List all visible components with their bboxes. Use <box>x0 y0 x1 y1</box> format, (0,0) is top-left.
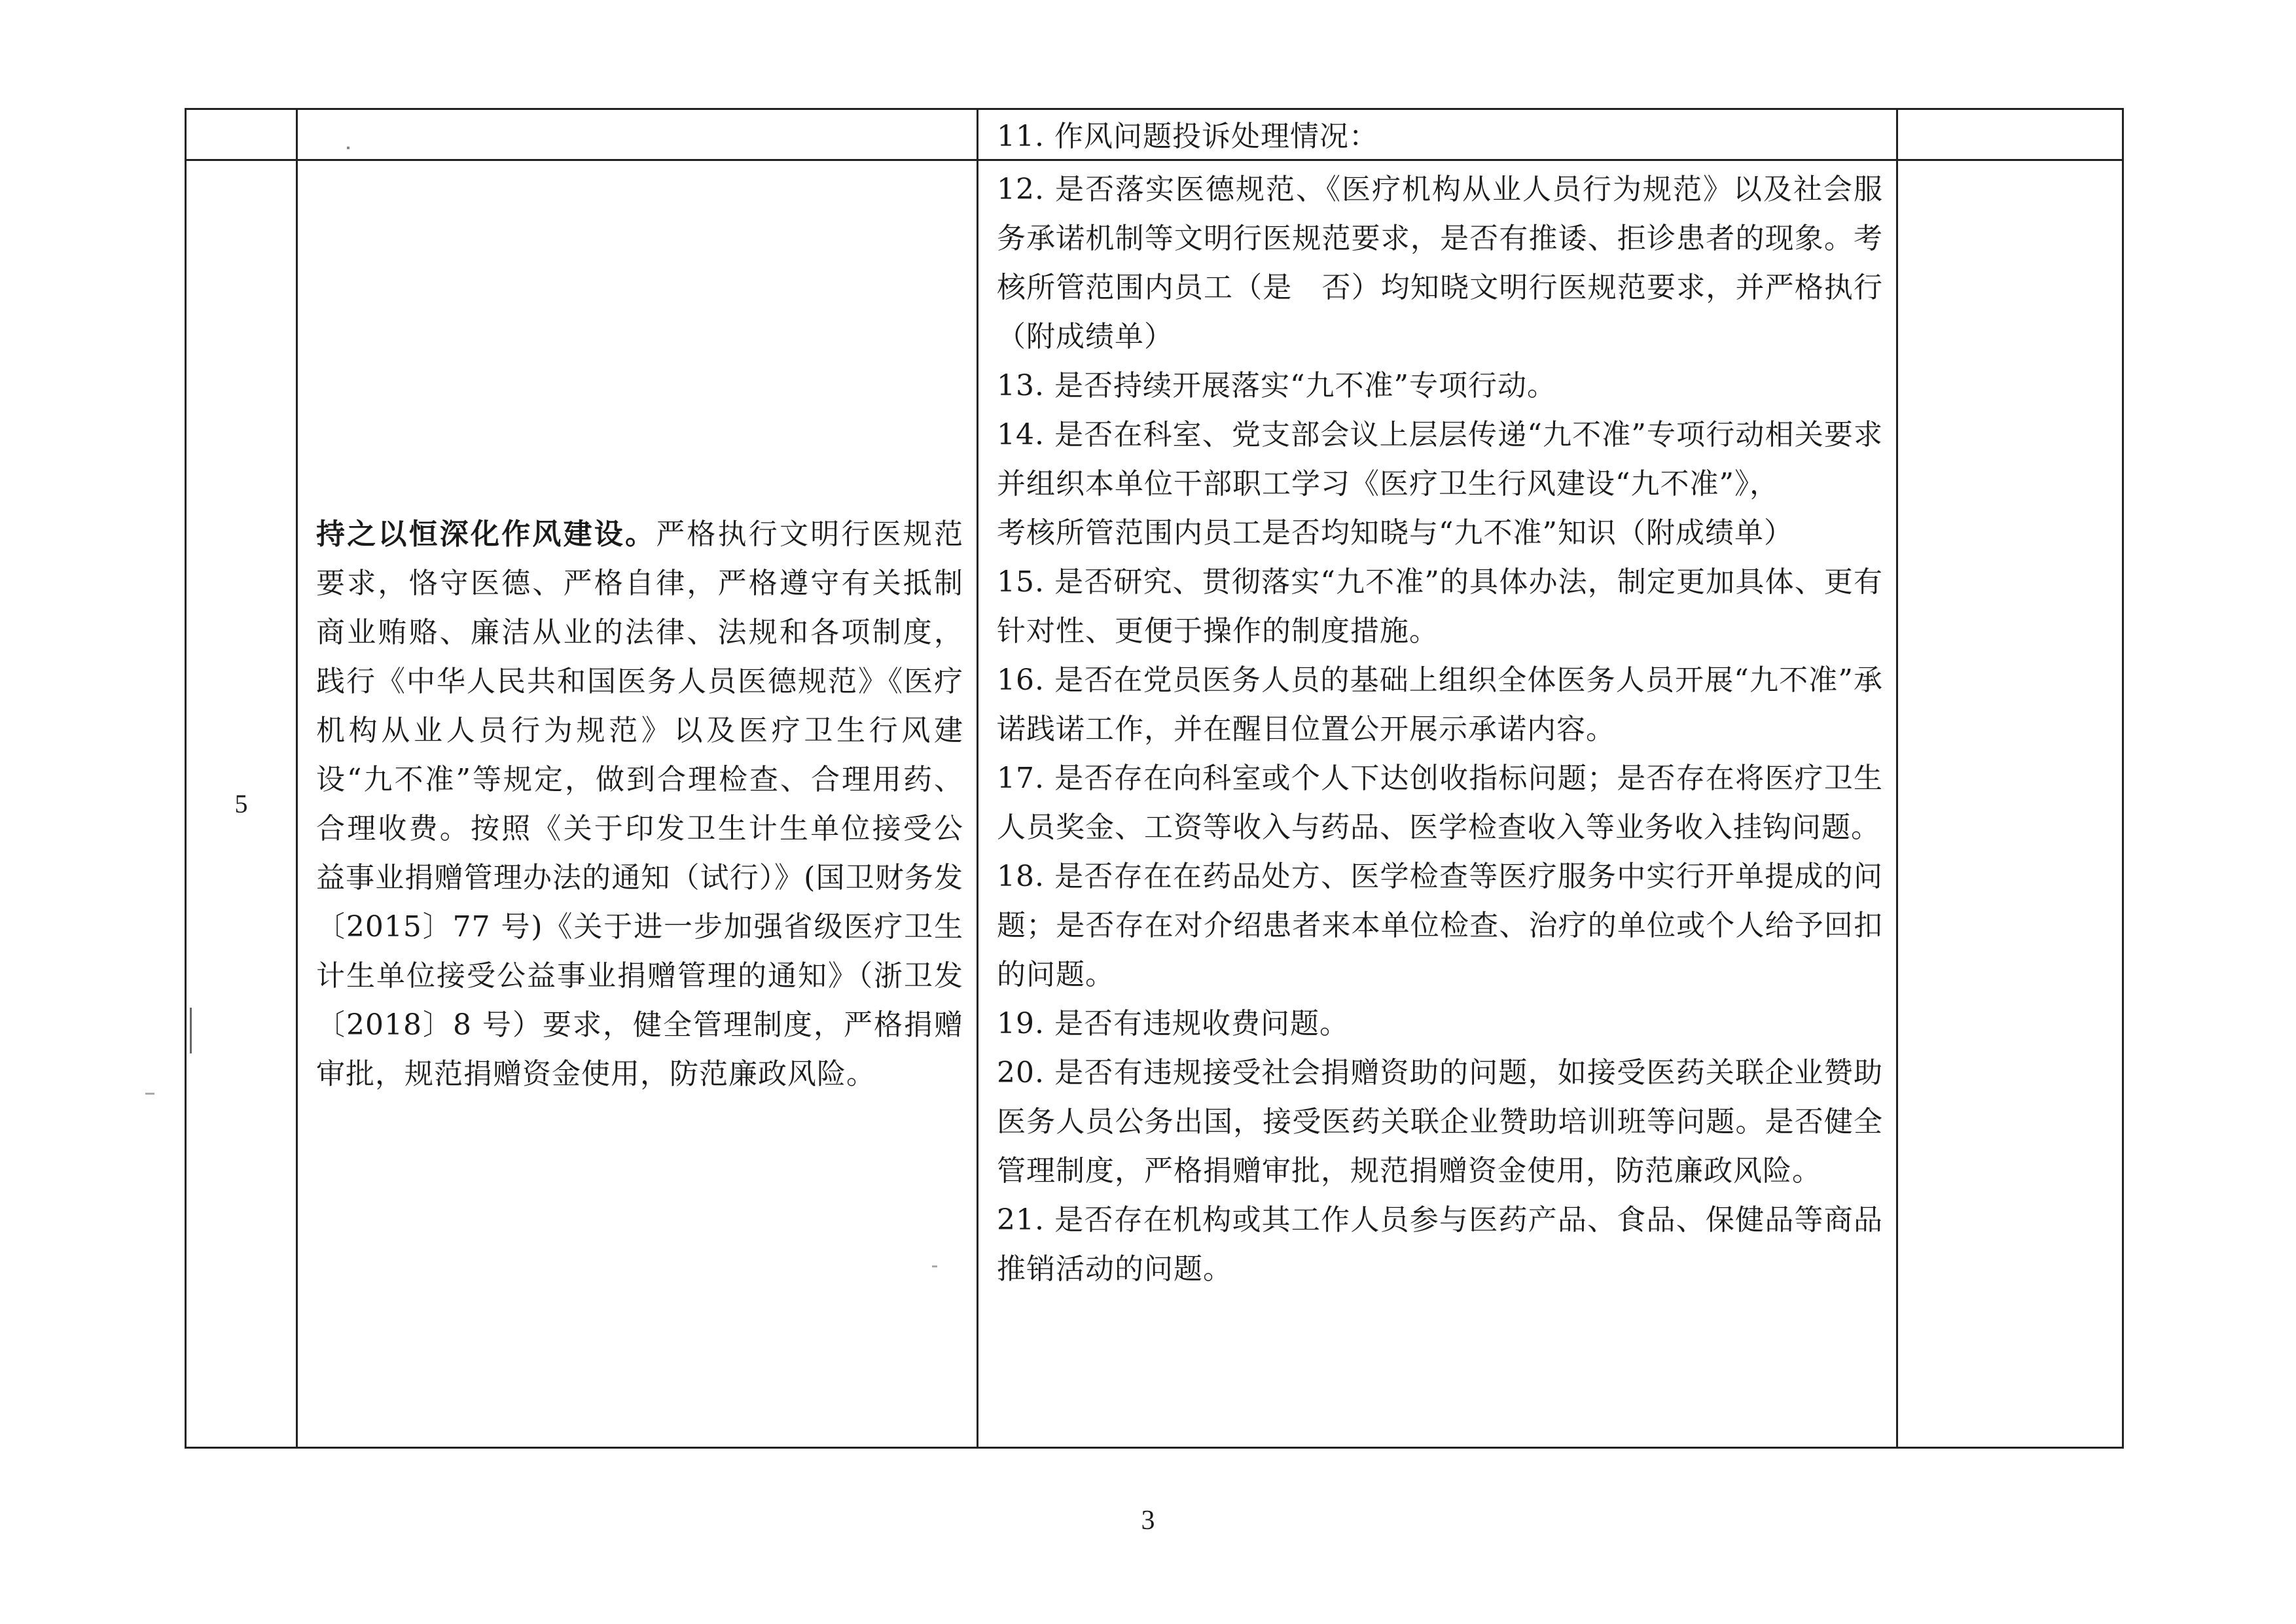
check-item: 14. 是否在科室、党支部会议上层层传递“九不准”专项行动相关要求并组织本单位干部职工学习《医疗卫生行风建设“九不准”》， <box>997 418 1883 501</box>
requirement-cell <box>297 109 978 160</box>
scan-speck <box>145 1093 154 1095</box>
check-item: 考核所管范围内员工是否均知晓与“九不准”知识（附成绩单） <box>997 516 1793 550</box>
inspection-table <box>185 108 2124 1449</box>
check-item: 12. 是否落实医德规范、《医疗机构从业人员行为规范》以及社会服务承诺机制等文明行医规范要求，是否有推诿、拒诊患者的现象。考核所管范围内员工（是 否）均知晓文明行医规范要求，并严格执行（附成绩单） <box>997 173 1883 353</box>
check-item: 16. 是否在党员医务人员的基础上组织全体医务人员开展“九不准”承诺践诺工作，并在醒目位置公开展示承诺内容。 <box>997 663 1883 746</box>
check-item: 13. 是否持续开展落实“九不准”专项行动。 <box>997 369 1556 402</box>
scan-speck <box>190 1008 192 1053</box>
check-items-cell <box>978 109 1897 160</box>
check-item: 21. 是否存在机构或其工作人员参与医药产品、食品、保健品等商品推销活动的问题。 <box>997 1203 1883 1286</box>
requirement-heading: 持之以恒深化作风建设。 <box>316 517 656 551</box>
check-items-list <box>978 161 1896 1294</box>
row-number-cell: 5 <box>186 160 297 1448</box>
check-item: 15. 是否研究、贯彻落实“九不准”的具体办法，制定更加具体、更有针对性、更便于操作的制度措施。 <box>997 565 1883 648</box>
table-row <box>186 160 2123 1448</box>
requirement-text <box>298 510 977 1099</box>
requirement-cell <box>297 160 978 1448</box>
table-row <box>186 109 2123 160</box>
check-item: 11. 作风问题投诉处理情况： <box>997 120 1378 153</box>
check-item: 18. 是否存在在药品处方、医学检查等医疗服务中实行开单提成的问题；是否存在对介绍患者来本单位检查、治疗的单位或个人给予回扣的问题。 <box>997 860 1883 991</box>
scan-speck <box>347 147 350 149</box>
check-item: 17. 是否存在向科室或个人下达创收指标问题；是否存在将医疗卫生人员奖金、工资等收入与药品、医学检查收入等业务收入挂钩问题。 <box>997 762 1883 844</box>
requirement-body: 严格执行文明行医规范要求，恪守医德、严格自律，严格遵守有关抵制商业贿赂、廉洁从业的法律、法规和各项制度，践行《中华人民共和国医务人员医德规范》《医疗机构从业人员行为规范》以及医疗卫生行风建设“九不准”等规定，做到合理检查、合理用药、合理收费。按照《关于印发卫生计生单位接受公益事业捐赠管理办法的通知（试行）》(国卫财务发〔2015〕77 号)《关于进一步加强省级医疗卫生计生单位接受公益事业捐赠管理的通知》（浙卫发〔2018〕8 号）要求，健全管理制度，严格捐赠审批，规范捐赠资金使用，防范廉政风险。 <box>316 517 964 1091</box>
check-item: 19. 是否有违规收费问题。 <box>997 1007 1349 1040</box>
page-number: 3 <box>1141 1506 1155 1536</box>
row-number-cell <box>186 109 297 160</box>
note-cell <box>1897 109 2123 160</box>
check-items-cell <box>978 160 1897 1448</box>
note-cell <box>1897 160 2123 1448</box>
scan-speck <box>932 1265 937 1267</box>
check-item: 20. 是否有违规接受社会捐赠资助的问题，如接受医药关联企业赞助医务人员公务出国，接受医药关联企业赞助培训班等问题。是否健全管理制度，严格捐赠审批，规范捐赠资金使用，防范廉政风险。 <box>997 1056 1883 1188</box>
